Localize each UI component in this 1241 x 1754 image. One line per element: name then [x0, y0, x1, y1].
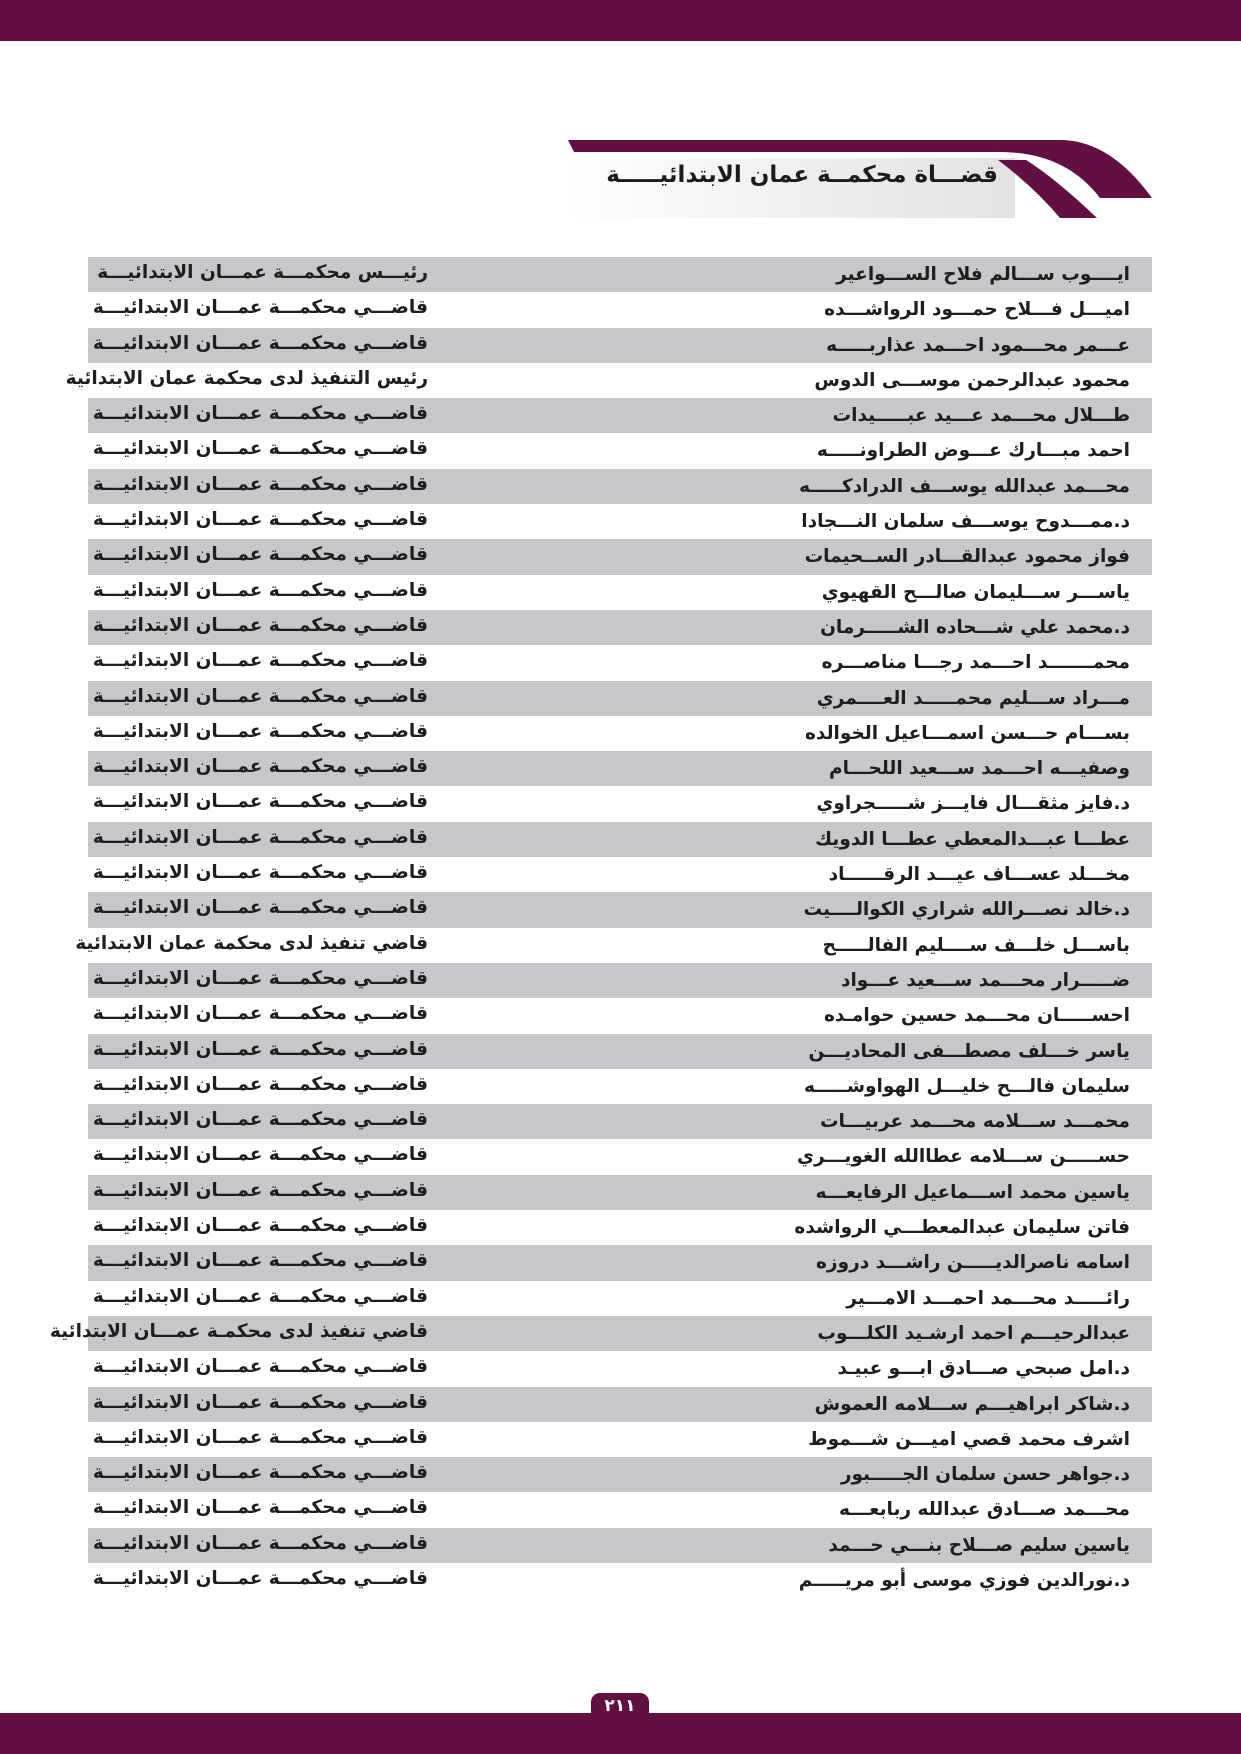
top-color-band: [0, 0, 1241, 41]
judge-position: قاضـــي محكمـــة عمـــان الابتدائيـــة: [92, 967, 428, 989]
table-row: [88, 292, 1152, 327]
judge-name: محمـــد ســـلامه محـــمد عربيـــات: [819, 1111, 1130, 1133]
judge-name: محمود عبدالرحمن موســـى الدوس: [814, 369, 1130, 391]
judge-position: قاضـــي محكمـــة عمـــان الابتدائيـــة: [92, 473, 428, 495]
judge-name: طـــلال محـــمد عـــيد عبـــــيدات: [832, 405, 1130, 427]
judge-name: سليمان فالـــح خليـــل الهواوشـــــه: [804, 1075, 1130, 1097]
judge-position: قاضـــي محكمـــة عمـــان الابتدائيـــة: [92, 826, 428, 848]
table-row: [88, 998, 1152, 1033]
judge-position: رئيـــس محكمـــة عمـــان الابتدائيـــة: [97, 262, 428, 283]
judge-position: قاضـــي محكمـــة عمـــان الابتدائيـــة: [92, 1038, 428, 1060]
table-row: [88, 257, 1152, 292]
table-row: [88, 786, 1152, 821]
judge-name: محـــمد عبدالله يوســـف الدرادكـــــه: [799, 475, 1130, 497]
judge-name: عطـــا عبـــدالمعطي عطـــا الدويك: [815, 828, 1130, 850]
judge-name: د.نورالدين فوزي موسى أبو مريـــــم: [798, 1569, 1130, 1591]
judge-position: قاضـــي محكمـــة عمـــان الابتدائيـــة: [92, 1073, 428, 1095]
table-row: [88, 1281, 1152, 1316]
judge-name: اشرف محمد قصي اميـــن شـــموط: [808, 1428, 1130, 1450]
judge-position: قاضـــي محكمـــة عمـــان الابتدائيـــة: [92, 544, 428, 566]
judge-position: قاضـــي محكمـــة عمـــان الابتدائيـــة: [92, 1179, 428, 1201]
judge-position: قاضـــي محكمـــة عمـــان الابتدائيـــة: [92, 297, 428, 319]
table-row: [88, 1422, 1152, 1457]
judge-name: ايــــوب ســـالم فلاح الســـواعير: [836, 264, 1130, 285]
table-row: [88, 1351, 1152, 1386]
judge-position: قاضـــي محكمـــة عمـــان الابتدائيـــة: [92, 756, 428, 778]
judge-name: مخـــلد عســـاف عيـــد الرقــــــاد: [828, 864, 1130, 886]
table-row: [88, 433, 1152, 468]
judge-position: قاضـــي محكمـــة عمـــان الابتدائيـــة: [92, 579, 428, 601]
judge-name: مـــراد ســـليم محمـــــد العــــمري: [816, 687, 1130, 709]
judge-name: ياسين سليم صـــلاح بنـــي حـــمد: [828, 1534, 1130, 1556]
judge-position: قاضـــي محكمـــة عمـــان الابتدائيـــة: [92, 438, 428, 460]
table-row: [88, 1528, 1152, 1563]
table-row: [88, 1492, 1152, 1527]
table-row: [88, 398, 1152, 433]
judge-name: عبدالرحيـــم احمد ارشـيد الكلـــوب: [817, 1322, 1130, 1344]
table-row: [88, 716, 1152, 751]
table-row: [88, 645, 1152, 680]
table-row: [88, 1034, 1152, 1069]
judge-position: قاضـــي محكمـــة عمـــان الابتدائيـــة: [92, 720, 428, 742]
judge-position: قاضـــي محكمـــة عمـــان الابتدائيـــة: [92, 1426, 428, 1448]
judge-position: قاضـــي محكمـــة عمـــان الابتدائيـــة: [92, 1497, 428, 1519]
judge-position: قاضـــي محكمـــة عمـــان الابتدائيـــة: [92, 862, 428, 884]
judge-position: قاضـــي محكمـــة عمـــان الابتدائيـــة: [92, 509, 428, 531]
judge-position: قاضـــي محكمـــة عمـــان الابتدائيـــة: [92, 650, 428, 672]
judge-name: ياسر خـــلف مصطـــفى المحاديـــن: [808, 1040, 1130, 1062]
judge-name: د.شاكر ابراهيـــم ســـلامه العموش: [814, 1393, 1130, 1415]
judge-position: قاضـــي محكمـــة عمـــان الابتدائيـــة: [92, 1391, 428, 1413]
judge-name: محـــمد صـــادق عبدالله ربابعـــه: [838, 1499, 1130, 1521]
judge-name: ياســـر ســـليمان صالـــح القهيوي: [821, 581, 1130, 603]
table-row: [49, 1316, 1152, 1351]
table-row: [88, 963, 1152, 998]
bottom-color-band: [0, 1713, 1241, 1754]
judge-name: د.محمد علي شـــحاده الشـــــرمان: [820, 616, 1130, 638]
judge-position: قاضـــي محكمـــة عمـــان الابتدائيـــة: [92, 1356, 428, 1378]
table-row: [88, 504, 1152, 539]
judge-name: احمد مبـــارك عـــوض الطراونـــــه: [816, 440, 1130, 462]
judge-name: د.جواهر حسن سلمان الجـــــبور: [840, 1464, 1130, 1486]
judge-name: بســـام حـــسن اسمـــاعيل الخوالده: [804, 722, 1130, 744]
table-row: [88, 1069, 1152, 1104]
table-row: [88, 857, 1152, 892]
judge-position: قاضـــي محكمـــة عمـــان الابتدائيـــة: [92, 1109, 428, 1131]
judge-position: رئيس التنفيذ لدى محكمة عمان الابتدائية: [65, 367, 428, 389]
judge-position: قاضـــي محكمـــة عمـــان الابتدائيـــة: [92, 1250, 428, 1272]
judge-name: احســـــان محـــمد حسين حوامـده: [823, 1005, 1130, 1027]
judge-position: قاضـــي محكمـــة عمـــان الابتدائيـــة: [92, 1215, 428, 1237]
judge-name: اسامه ناصرالديـــــن راشـــد دروزه: [816, 1252, 1130, 1274]
judges-table: [49, 257, 1152, 1598]
judge-position: قاضـــي محكمـــة عمـــان الابتدائيـــة: [92, 685, 428, 707]
judge-position: قاضـــي محكمـــة عمـــان الابتدائيـــة: [92, 1285, 428, 1307]
table-row: [75, 928, 1152, 963]
judge-name: ضـــــرار محـــمد ســـعيد عـــواد: [840, 969, 1130, 991]
page-number: ٢١١: [604, 1696, 636, 1716]
judge-position: قاضـــي محكمـــة عمـــان الابتدائيـــة: [92, 1567, 428, 1589]
table-row: [88, 1387, 1152, 1422]
table-row: [88, 681, 1152, 716]
table-row: [88, 822, 1152, 857]
table-row: [88, 892, 1152, 927]
judge-position: قاضـــي محكمـــة عمـــان الابتدائيـــة: [92, 614, 428, 636]
table-row: [88, 539, 1152, 574]
judge-name: اميـــل فـــلاح حمـــود الرواشـــده: [824, 299, 1130, 321]
table-row: [88, 751, 1152, 786]
judge-position: قاضـــي محكمـــة عمـــان الابتدائيـــة: [92, 332, 428, 354]
table-row: [88, 1563, 1152, 1598]
judge-name: د.فايز مثقـــال فايـــز شـــــجراوي: [816, 793, 1130, 815]
judge-position: قاضي تنفيذ لدى محكمـة عمـــان الابتدائية: [49, 1320, 428, 1342]
judge-name: حســـــن ســـلامه عطاالله الغويـــري: [797, 1146, 1130, 1168]
judge-name: عـــمر محـــمود احـــمد عذاربـــــه: [826, 334, 1130, 356]
judge-position: قاضـــي محكمـــة عمـــان الابتدائيـــة: [92, 1144, 428, 1166]
judge-position: قاضـــي محكمـــة عمـــان الابتدائيـــة: [92, 791, 428, 813]
table-row: [88, 469, 1152, 504]
judge-name: فواز محمود عبدالقـــادر الســحيمات: [804, 546, 1130, 568]
judge-position: قاضـــي محكمـــة عمـــان الابتدائيـــة: [92, 1532, 428, 1554]
judge-name: محمـــــــد احـــمد رجـــا مناصـــره: [821, 652, 1130, 674]
judge-name: رائـــــد محـــمد احمـــد الامـــير: [846, 1287, 1130, 1309]
table-row: [88, 1245, 1152, 1280]
judge-name: فاتن سليمان عبدالمعطـــي الرواشده: [794, 1217, 1130, 1239]
judge-position: قاضـــي محكمـــة عمـــان الابتدائيـــة: [92, 897, 428, 919]
judge-name: ياسين محمد اســـماعيل الرفايعـــه: [815, 1181, 1130, 1203]
table-row: [88, 610, 1152, 645]
table-row: [88, 1457, 1152, 1492]
judge-name: د.خالد نصـــرالله شراري الكوالــــيت: [803, 899, 1130, 921]
judge-name: باســـل خلـــف ســــليم الفالـــــح: [822, 934, 1130, 956]
table-row: [88, 1139, 1152, 1174]
judge-position: قاضي تنفيذ لدى محكمة عمان الابتدائية: [75, 932, 428, 954]
judge-name: وصفيـــه احـــمد ســـعيد اللحـــام: [829, 758, 1130, 780]
table-row: [88, 575, 1152, 610]
table-row: [88, 1175, 1152, 1210]
judge-position: قاضـــي محكمـــة عمـــان الابتدائيـــة: [92, 1462, 428, 1484]
judge-position: قاضـــي محكمـــة عمـــان الابتدائيـــة: [92, 403, 428, 425]
page-title: قضـــاة محكمــة عمان الابتدائيـــــة: [606, 162, 998, 188]
judge-position: قاضـــي محكمـــة عمـــان الابتدائيـــة: [92, 1003, 428, 1025]
table-row: [65, 363, 1152, 398]
table-row: [88, 1104, 1152, 1139]
judge-name: د.ممـــدوح يوســـف سلمان النـــجادا: [801, 511, 1130, 533]
judge-name: د.امل صبحي صـــادق ابـــو عبيـد: [837, 1358, 1130, 1380]
table-row: [88, 1210, 1152, 1245]
table-row: [88, 328, 1152, 363]
